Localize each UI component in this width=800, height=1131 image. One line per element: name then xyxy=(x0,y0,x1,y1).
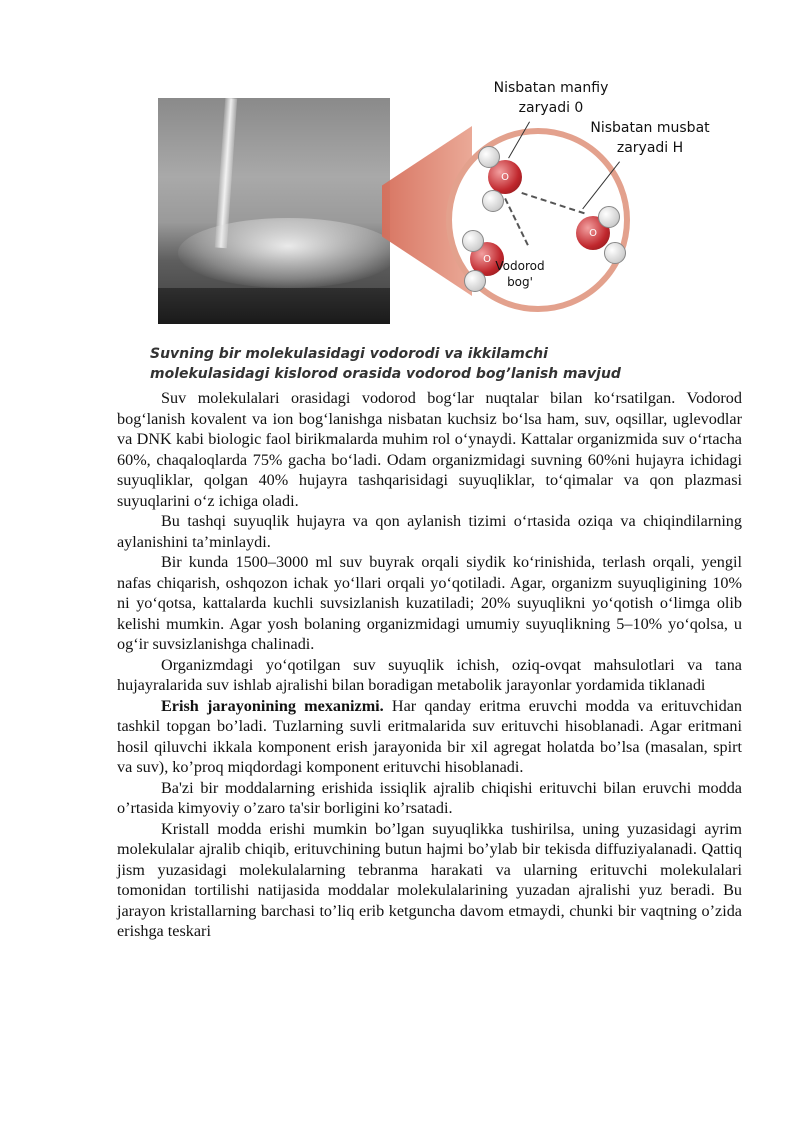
hydrogen-atom xyxy=(482,190,504,212)
paragraph: Suv molekulalari orasidagi vodorod bog‘lar nuqtalar bilan ko‘rsatilgan. Vodorod bog‘lanish kovalent va ion bog‘lanishga nisbatan kuchsiz bo‘lsa ham, suv, oqsillar, uglevodlar va DNK kabi biologic faol birikmalarda muhim rol o‘ynaydi. Kattalar organizmida suv o‘rtacha 60%, chaqaloqlarda 75% gacha bo‘ladi. Odam organizmidagi suvning 60%ni hujayra ichidagi suyuqliklar, qolgan 40% hujayra tashqarisidagi suyuqliklar, to‘qimalar va qon plazmasi suyuqlarini o‘z ichiga oladi. xyxy=(117,389,742,510)
hydrogen-atom xyxy=(464,270,486,292)
paragraph: Erish jarayonining mexanizmi. Har qanday eritma eruvchi modda va erituvchidan tashkil topgan bo’ladi. Tuzlarning suvli eritmalarida suv erituvchi hisoblanadi. Agar eritmani hosil qiluvchi ikkala komponent erish jarayonida bir xil agregat holatda bo’lsa (masalan, spirt va suv), ko’proq miqdordagi komponent erituvchi hisoblanadi. xyxy=(117,696,743,776)
hydrogen-atom xyxy=(604,242,626,264)
paragraph: Organizmdagi yo‘qotilgan suv suyuqlik ichish, oziq-ovqat mahsulotlari va tana hujayralarida suv ishlab ajralishi bilan boradigan metabolik jarayonlar yordamida tiklanadi xyxy=(117,655,742,694)
water-splash-photo xyxy=(158,98,390,324)
water-molecule-2: O xyxy=(470,242,504,276)
water-molecule-1: O xyxy=(488,160,522,194)
hydrogen-atom xyxy=(462,230,484,252)
hydrogen-bond-figure xyxy=(150,78,750,388)
section-heading: Erish jarayonining mexanizmi. xyxy=(161,696,384,715)
hydrogen-atom xyxy=(598,206,620,228)
paragraph: Bu tashqi suyuqlik hujayra va qon aylanish tizimi o‘rtasida oziqa va chiqindilarning aylanishini ta’minlaydi. xyxy=(117,512,742,551)
water-splash xyxy=(178,218,390,288)
negative-charge-label: Nisbatan manfiy zaryadi 0 xyxy=(493,80,609,116)
body-text xyxy=(117,388,742,942)
hydrogen-atom xyxy=(478,146,500,168)
hydrogen-bond-line xyxy=(521,192,584,214)
paragraph: Kristall modda erishi mumkin bo’lgan suyuqlikka tushirilsa, uning yuzasidagi ayrim molekulalar ajralib chiqib, erituvchining butun hajmi bo’ylab bir tekisda diffuziyalanadi. Qattiq jism yuzasidagi molekulalarning tebranma harakati va ularning erituvchi molekulalari tomonidan tortilishi natijasida moddalar molekulalarining yuzadan ajralishi yuz beradi. Bu jarayon kristallarning barchasi to’liq erib ketguncha davom etmaydi, chunki bir vaqtning o’zida erishga teskari xyxy=(117,819,742,940)
hydrogen-bond-line xyxy=(504,198,529,246)
photo-base xyxy=(158,288,390,324)
paragraph: Bir kunda 1500–3000 ml suv buyrak orqali siydik ko‘rinishida, terlash orqali, yengil nafas chiqarish, oshqozon ichak yo‘llari orqali yo‘qotiladi. Agar, organizm suyuqligining 10% ni yo‘qotsa, kattalarda kuchli suvsizlanish kuzatiladi; 20% suyuqlikni yo‘qotish o‘limga olib kelishi mumkin. Agar yosh bolaning organizmidagi umumiy suyuqlikning 5–10% yo‘qolsa, u og‘ir suvsizlanishga chalinadi. xyxy=(117,553,742,653)
water-molecule-3: O xyxy=(576,216,610,250)
paragraph: Ba'zi bir moddalarning erishida issiqlik ajralib chiqishi erituvchi bilan eruvchi modda o’rtasida kimyoviy o’zaro ta'sir borligini ko’rsatadi. xyxy=(117,778,742,817)
figure-caption: Suvning bir molekulasidagi vodorodi va ikkilamchi molekulasidagi kislorod orasida vodorod bog’lanish mavjud xyxy=(150,346,621,382)
positive-charge-label: Nisbatan musbat zaryadi H xyxy=(590,120,710,156)
hydrogen-bond-label: Vodorod bog' xyxy=(495,259,545,289)
